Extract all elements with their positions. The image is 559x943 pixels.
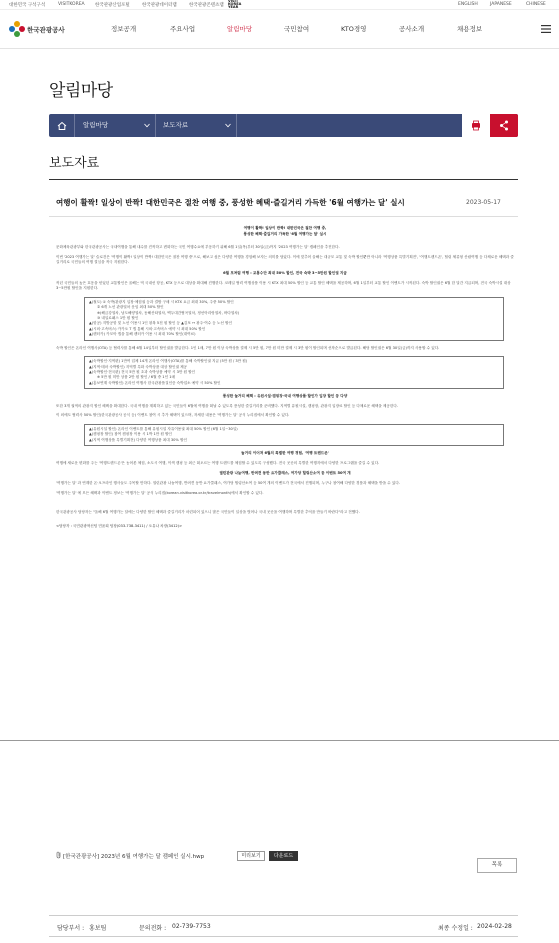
menu-about[interactable]: 공사소개 — [399, 25, 425, 33]
article-meta-footer — [49, 915, 518, 937]
body-paragraph: 한국관광공사 담당자는 "올해 6월 여행가는 달에는 다양한 할인 혜택과 즐길거리가 마련되어 있으니 많은 국민들이 일상을 벗어나 국내 곳곳을 여행하며 특별한 추억을 만들기 바란다"라고 전했다. — [56, 510, 360, 515]
menu-notice[interactable]: 알림마당 — [227, 25, 253, 33]
download-button[interactable]: 다운로드 — [269, 851, 298, 861]
ext-link-datalab[interactable]: 한국관광데이터랩 — [142, 3, 177, 8]
menu-recruit[interactable]: 채용정보 — [457, 25, 483, 33]
breadcrumb-divider — [236, 114, 237, 137]
body-subheading: 놀거리 이어져 6월의 특별한 여행 경험, '여행 트렌드존' — [241, 451, 329, 456]
benefit-box-lodging — [84, 356, 504, 389]
breadcrumb-divider — [155, 114, 156, 137]
share-button[interactable] — [490, 114, 518, 137]
body-paragraph: 또한 3개 권역의 관광지 할인 혜택을 확대한다. 국내 여행을 계획하고 있는 국민들이 6월에 여행을 떠날 수 있도록 풍성한 즐길거리를 준비했다. 지역별 유원시설, 캠핑장, 관광지 입장료 할인 등 다채로운 혜택을 제공한다. — [56, 403, 398, 408]
article-date: 2023-05-17 — [466, 199, 501, 206]
phone-value: 02-739-7753 — [172, 923, 211, 930]
section-title: 보도자료 — [49, 156, 100, 171]
contact-info: <담당자 : 국민관광혁신팀 민윤희 팀장(033-738-3411) / 오유나 차장(3412)> — [56, 523, 183, 528]
visit-korea-year-logo[interactable]: VISIT KOREA YEAR — [228, 0, 242, 10]
box-line: ▲(항공) 지방공항 및 노선 이용시 1인 왕복 5천 원 할인 등 ▲김포 ↔ 광주·여수 등 노선 할인 — [89, 321, 232, 326]
body-paragraph: '여행가는 달' 에 모든 혜택과 이벤트 정보는 '여행가는 달' 공식 누리집(korean.visitkorea.or.kr/travelmonth)에서 확인할 수 있다. — [56, 490, 264, 495]
dept-value: 홍보팀 — [89, 925, 107, 932]
attachment-filename[interactable]: [한국관광공사] 2023년 6월 여행가는 달 캠페인 실시.hwp — [63, 854, 205, 860]
body-paragraph: 여행에 새로운 변화를 주는 '여행트렌드존'은 농어촌 체험, 소도시 여행, 이색 캠핑 등 최근 떠오르는 여행 트렌드를 체험할 수 있도록 구성했다. 전국 곳곳의 특별한 여행지에서 다양한 프로그램을 즐길 수 있다. — [56, 460, 380, 465]
body-subheading: 풍성한 놀거리 혜택 : 유원시설·캠핑장·국내 여행상품·할인가 입장 할인 등 다양 — [222, 394, 348, 399]
menu-info-disclosure[interactable]: 정보공개 — [111, 25, 137, 33]
phone-label: 문의전화 : — [139, 925, 167, 932]
body-headline-1: 여행이 활짝! 일상이 반짝! 대한민국은 절찬 여행 중, — [243, 226, 327, 230]
box-line: ▲(캠핑장 할인) 참여 캠핑장 이용 시 1박 1만 원 할인 — [89, 432, 172, 437]
body-paragraph: 숙박 할인은 온라인 여행사(OTA) 등 협력사를 통해 6월 14일부터 할인권을 발급한다. 1인 1매, 7만 원 이상 숙박상품 결제 시 5만 원, 7만 원 미만 결제 시 3만 원이 할인되며 선착순으로 발급된다. 해당 할인권은 6월 30일(금)까지 사용할 수 있다. — [56, 345, 440, 350]
box-line: ▲(렌터카) 카모아 앱을 통해 렌터카 이용 시 최대 70% 할인(대여료) — [89, 332, 196, 337]
updated-label: 최종 수정일 : — [438, 925, 473, 932]
body-paragraph: 작년 국민들의 높은 호응을 얻었던 교통할인은 올해는 역 국내선 항공, KTX 등으로 대상을 확대해 진행한다. 코레일 협력 여행상품 이용 시 KTX 최대 50% 할인 등 교통 할인 혜택을 제공하며, 6월 1일부터 교통 할인 이벤트가 시작된다. 숙박 할인권은 6월 한 달간 지급되며, 전국 숙박시설 대상 3~5만원 할인을 지원한다. — [56, 280, 511, 291]
box-line: ▲(홍보연계 숙박할인) 온라인 여행사 한국관광품질인증 숙박업소 예약 시 50% 할인 — [89, 380, 221, 385]
box-line: ▲(숙박할인·전국편) 전국 5만 원 초과 숙박상품 예약 시 3만 원 할인 — [89, 370, 196, 374]
ext-link-industry-portal[interactable]: 한국관광산업포털 — [95, 3, 130, 8]
body-subheading: 열린관광 나눔여행, 반려견 동반 요가클래스, 여가당 힐링산소여 등 이벤트 50여 개 — [219, 471, 351, 476]
body-paragraph: '여행가는 달' 과 연계한 온·오프라인 행사들도 주목할 만하다. 열린관광 나눔여행, 반려견 동반 요가클래스, 여가당 힐링산소여 등 50여 개의 이벤트가 전국에서 진행되며, 누구나 참여해 다양한 경품과 혜택을 받을 수 있다. — [56, 481, 400, 485]
body-paragraph: 문화체육관광부와 한국관광공사는 국내여행을 통해 내수를 진작하고 변화하는 국민 여행수요에 부응하기 위해 6월 1일(목)부터 30일(금)까지 '2023 여행가는 달' 캠페인을 추진한다. — [56, 245, 340, 250]
article-title: 여행이 활짝! 일상이 반짝! 대한민국은 절찬 여행 중, 풍성한 혜택·즐길거리 가득한 '6월 여행가는 달' 실시 — [56, 198, 405, 207]
paperclip-icon — [56, 851, 62, 859]
ext-link-visitkorea[interactable]: VISITKOREA — [58, 2, 85, 7]
section-divider — [49, 179, 518, 180]
lang-chinese[interactable]: CHINESE — [526, 2, 546, 7]
body-headline-2: 풍성한 혜택·즐길거리 가득한 '6월 여행가는 달' 실시 — [243, 231, 327, 236]
benefit-box-activities — [84, 424, 504, 446]
print-button[interactable] — [462, 114, 490, 137]
print-icon — [462, 114, 490, 137]
article-body — [56, 226, 514, 529]
utility-bar — [0, 0, 559, 10]
breadcrumb-level1[interactable]: 알림마당 — [83, 121, 109, 129]
box-line: ▲(지역 여행상품 특별기획전) 다양한 여행상품 최대 30% 할인 — [89, 437, 187, 442]
ext-link-korea[interactable]: 대한민국 구석구석 — [9, 3, 46, 8]
home-icon — [49, 114, 75, 137]
page-title: 알림마당 — [49, 81, 113, 101]
box-line: ▲(숙박할인·지역편) 1만여 업체 14개 온라인 여행사(OTA)를 통해 숙박할인권 지급 (5만 원 / 3만 원) — [89, 359, 248, 364]
location-bar — [49, 114, 518, 137]
menu-main-business[interactable]: 주요사업 — [170, 25, 196, 33]
box-line: ③ 내일로패스 1만 원 할인 — [97, 315, 139, 320]
home-button[interactable] — [49, 114, 75, 137]
chevron-down-icon[interactable] — [225, 123, 231, 128]
box-line: ② 6개 노선 관광열차 운임 최대 50% 할인 — [97, 305, 164, 310]
logo-text: 한국관광공사 — [27, 26, 65, 34]
share-icon — [490, 114, 518, 137]
site-logo[interactable] — [9, 21, 69, 37]
updated-value: 2024-02-28 — [477, 923, 512, 930]
menu-participation[interactable]: 국민참여 — [284, 25, 310, 33]
kto-logo-icon — [9, 21, 25, 37]
box-line: ▲(시외·고속버스) 카카오 T 앱 통해 시외·고속버스 예약 시 최대 50% 할인 — [89, 326, 206, 331]
main-navigation — [0, 11, 559, 49]
box-line: ※(해금강열차, 남도해양열차, 동해산타열차, 백두대간협곡열차, 정선아리랑열차, 바다열차) — [97, 310, 240, 315]
benefit-box-transport — [84, 297, 504, 341]
body-paragraph: 이번 '2023 여행가는 달' 슬로건은 '여행이 활짝! 일상이 반짝! 대한민국은 절찬 여행 중'으로, 해보고 싶은 다양한 여행을 경험해 보자는 의미를 담았다. 이에 맞추어 올해는 대규모 교통 및 숙박 할인뿐만 아니라 '여행상품 특별기획전', '여행트렌드존', 힐링 체류형 산림여행 등 다채로운 혜택과 즐길거리로 국민들의 여행 결심을 적극 지원한다. — [56, 254, 514, 265]
box-line: ▲(지역·테마 숙박할인) 지역별 특화 숙박상품 대상 할인권 제공 — [89, 364, 188, 369]
body-subheading: 6월 모처럼 여행 : 교통수단 최대 50% 할인, 전국 숙박 3~5만원 할인권 지급 — [223, 270, 347, 275]
preview-button[interactable]: 미리보기 — [237, 851, 265, 861]
body-paragraph: 이 외에도 협력사 50% 할인(한국관광공사 공식 등) 이벤트 참여 시 추가 혜택이 있으며, 자세한 내용은 '여행가는 달' 공식 누리집에서 확인할 수 있다. — [56, 413, 290, 418]
box-line: ▲(유원시설 할인) 온라인 이벤트를 통해 유원시설 자유이용권 최대 50% 할인 (6월 1일~30일) — [89, 427, 238, 431]
box-line: ▲(철도) ① 숙박/관광지 입장·체험권 등과 결합 구매 시 KTX 요금 최대 30%, 주중 50% 할인 — [89, 299, 234, 304]
lang-english[interactable]: ENGLISH — [458, 2, 478, 7]
article-header-divider — [49, 216, 518, 217]
box-line: ※ 5만 원 미만 상품 2만 원 할인 / 6월 중 1인 1매 — [97, 375, 175, 380]
breadcrumb-level2[interactable]: 보도자료 — [163, 121, 189, 129]
menu-management[interactable]: KTO경영 — [341, 25, 367, 33]
content-divider — [0, 740, 559, 741]
ext-link-contentslab[interactable]: 한국관광콘텐츠랩 — [189, 3, 224, 8]
lang-japanese[interactable]: JAPANESE — [490, 2, 512, 7]
hamburger-menu-icon[interactable] — [540, 23, 552, 35]
list-button[interactable]: 목록 — [477, 858, 517, 873]
dept-label: 담당부서 : — [57, 925, 85, 932]
chevron-down-icon[interactable] — [144, 123, 150, 128]
